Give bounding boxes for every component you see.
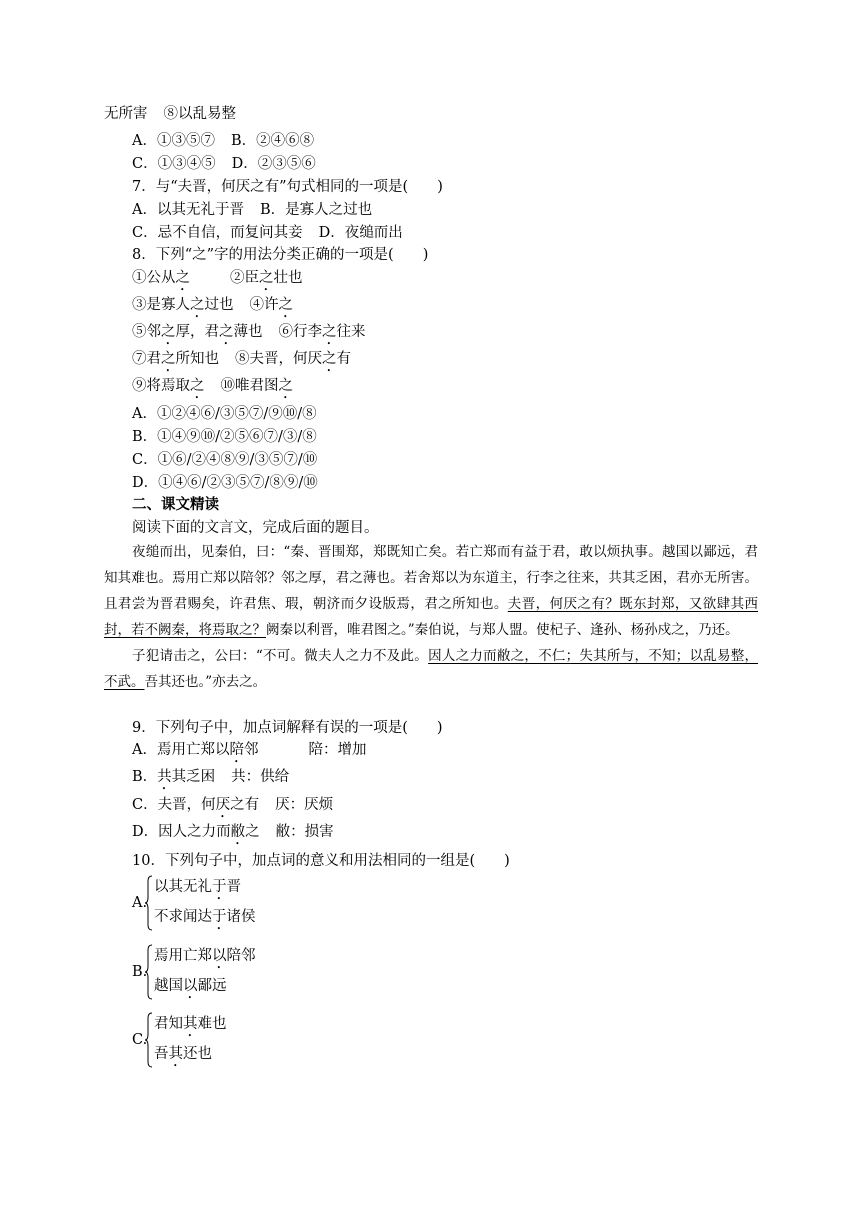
- text: 还也: [183, 1046, 212, 1062]
- text: 薄也: [233, 324, 263, 340]
- q9-option-a: [132, 740, 366, 766]
- text: 越国: [154, 978, 183, 994]
- dotted-char: 以: [183, 978, 198, 994]
- text: 吾: [154, 1046, 169, 1062]
- dotted-char: 于: [212, 879, 227, 895]
- q8-stem: 8．下列“之”字的用法分类正确的一项是( ): [132, 247, 429, 263]
- text: 夜缒而出，见秦伯，曰：“秦、晋围郑，郑既知亡矣。若亡郑而有益于君，敢以烦执事。越国以鄙远，君知其难也。焉用亡郑以陪邻？邻之厚，君之薄也。若舍郑以为东道主，行李之往来，共其乏困，君亦无所害。且君尝为晋君赐矣，许君焦、瑕，朝济而夕设版焉，君之所知也。: [104, 544, 758, 612]
- text: 君知: [154, 1016, 183, 1032]
- q7-options-row-2: [132, 223, 403, 243]
- dotted-char: 之: [322, 351, 337, 367]
- q7-options-row-1: [132, 200, 372, 220]
- dotted-char: 之: [322, 324, 337, 340]
- brace-line-2: [154, 976, 227, 1002]
- brace-icon: [144, 875, 154, 931]
- option-label: A.: [132, 895, 148, 911]
- brace-line-1: [154, 877, 241, 903]
- q8-items-row-4: [132, 349, 351, 375]
- text: ⑨将焉取: [132, 378, 190, 394]
- q8-items-row-1: [132, 268, 303, 294]
- dotted-char: 之: [175, 270, 190, 286]
- q10-option-b: [132, 944, 332, 1000]
- q8-items-row-5: [132, 376, 293, 402]
- q10-stem: 10．下列句子中，加点词的意义和用法相同的一组是( ): [132, 853, 510, 869]
- text: 鄙远: [197, 978, 227, 994]
- dotted-char: 其: [183, 1016, 198, 1032]
- dotted-char: 之: [259, 270, 274, 286]
- q9-option-d: [132, 822, 334, 848]
- option-c: C．忌不自信，而复问其妾: [132, 225, 303, 241]
- q9-stem: 9．下列句子中，加点词解释有误的一项是( ): [132, 720, 443, 736]
- option-b: B．②④⑥⑧: [230, 133, 315, 149]
- explanation: 厌：厌烦: [275, 797, 334, 813]
- brace-icon: [144, 1012, 154, 1068]
- continuation-line: [104, 104, 236, 124]
- text: 不求闻达: [154, 909, 212, 925]
- text: 过也: [204, 297, 234, 313]
- option-d: D．②③⑤⑥: [231, 156, 316, 172]
- brace-line-1: [154, 1014, 227, 1040]
- text: 往来: [336, 324, 366, 340]
- explanation: 敝：损害: [275, 824, 334, 840]
- q8-items-row-3: [132, 322, 366, 348]
- dotted-char: 敝: [230, 824, 246, 840]
- text: 邻: [243, 742, 259, 758]
- dotted-char: 陪: [229, 742, 244, 758]
- text: ⑧以乱易整: [163, 106, 236, 122]
- passage: [104, 539, 758, 695]
- text: 以其无礼: [154, 879, 212, 895]
- text: 其乏困: [171, 769, 216, 785]
- q9-option-c: [132, 795, 333, 821]
- passage-paragraph-2: [104, 643, 758, 695]
- option-label: C.: [132, 1032, 148, 1048]
- underlined-sentence: 因人之力而敝之，不仁；失其所与，不知；以乱易整，不武。: [104, 648, 759, 690]
- q7-stem: 7．与“夫晋，何厌之有”句式相同的一项是( ): [132, 179, 443, 195]
- option-label: B.: [132, 964, 148, 980]
- dotted-char: 厌: [215, 797, 231, 813]
- q10-option-c: [132, 1012, 332, 1068]
- text: ③是寡人: [132, 297, 190, 313]
- dotted-char: 共: [157, 769, 172, 785]
- brace-line-2: [154, 907, 256, 933]
- text: ⑤邻: [132, 324, 161, 340]
- dotted-char: 之: [278, 297, 293, 313]
- dotted-char: 之: [190, 297, 205, 313]
- text: A．焉用亡郑以: [132, 742, 230, 758]
- text: ④许: [249, 297, 279, 313]
- q8-items-row-2: [132, 295, 293, 321]
- dotted-char: 以: [212, 948, 227, 964]
- text: 焉用亡郑: [154, 948, 212, 964]
- dotted-char: 于: [212, 909, 227, 925]
- text: 晋: [226, 879, 241, 895]
- text: 陪邻: [226, 948, 256, 964]
- dotted-char: 之: [161, 324, 176, 340]
- text: 有: [336, 351, 351, 367]
- text: 吾其还也。”亦去之。: [144, 674, 267, 690]
- text: ⑦君: [132, 351, 161, 367]
- text: ⑥行李: [278, 324, 322, 340]
- text: 阙秦以利晋，唯君图之。”秦伯说，与郑人盟。使杞子、逢孙、杨孙戍之，乃还。: [266, 622, 739, 638]
- text: D．因人之力而: [132, 824, 231, 840]
- text: 子犯请击之，公曰：“不可。微夫人之力不及此。: [132, 648, 429, 664]
- option-b: B．是寡人之过也: [259, 202, 373, 218]
- dotted-char: 之: [278, 378, 293, 394]
- section-title: 二、课文精读: [132, 496, 219, 513]
- brace-line-2: [154, 1044, 212, 1070]
- option-c: C．①③④⑤: [132, 156, 216, 172]
- brace-line-1: [154, 946, 256, 972]
- passage-paragraph-1: [104, 539, 758, 643]
- text: ⑩唯君图: [220, 378, 279, 394]
- q8-option-c: C．①⑥/②④⑧⑨/③⑤⑦/⑩: [132, 452, 318, 468]
- text: 诸侯: [226, 909, 256, 925]
- q10-option-a: [132, 875, 332, 931]
- q6-options-row-1: [132, 131, 314, 151]
- text: 之有: [230, 797, 260, 813]
- option-a: A．以其无礼于晋: [132, 202, 244, 218]
- text: 之: [245, 824, 260, 840]
- text: 无所害: [104, 106, 148, 122]
- text: ②臣: [230, 270, 259, 286]
- explanation: 共：供给: [231, 769, 290, 785]
- option-a: A．①③⑤⑦: [132, 133, 215, 149]
- q9-option-b: [132, 767, 289, 793]
- explanation: 陪：增加: [308, 742, 367, 758]
- text: ⑧夫晋，何厌: [235, 351, 322, 367]
- q8-option-b: B．①④⑨⑩/②⑤⑥⑦/③/⑧: [132, 429, 317, 445]
- text: 厚，君: [175, 324, 219, 340]
- text: 难也: [197, 1016, 227, 1032]
- underlined-sentence: 夫晋，何厌之有？既东封郑，又欲肆其西封，若不阙秦，将焉取之？: [104, 596, 759, 638]
- text: 壮也: [273, 270, 303, 286]
- text: ①公从: [132, 270, 176, 286]
- dotted-char: 之: [161, 351, 176, 367]
- text: B．: [132, 769, 158, 785]
- instruction: 阅读下面的文言文，完成后面的题目。: [132, 520, 379, 536]
- q8-option-a: A．①②④⑥/③⑤⑦/⑨⑩/⑧: [132, 406, 317, 422]
- text: C．夫晋，何: [132, 797, 216, 813]
- option-d: D．夜缒而出: [318, 225, 403, 241]
- brace-icon: [144, 944, 154, 1000]
- dotted-char: 之: [190, 378, 205, 394]
- dotted-char: 其: [168, 1046, 183, 1062]
- q8-option-d: D．①④⑥/②③⑤⑦/⑧⑨/⑩: [132, 475, 318, 491]
- dotted-char: 之: [219, 324, 234, 340]
- text: 所知也: [175, 351, 219, 367]
- q6-options-row-2: [132, 154, 316, 174]
